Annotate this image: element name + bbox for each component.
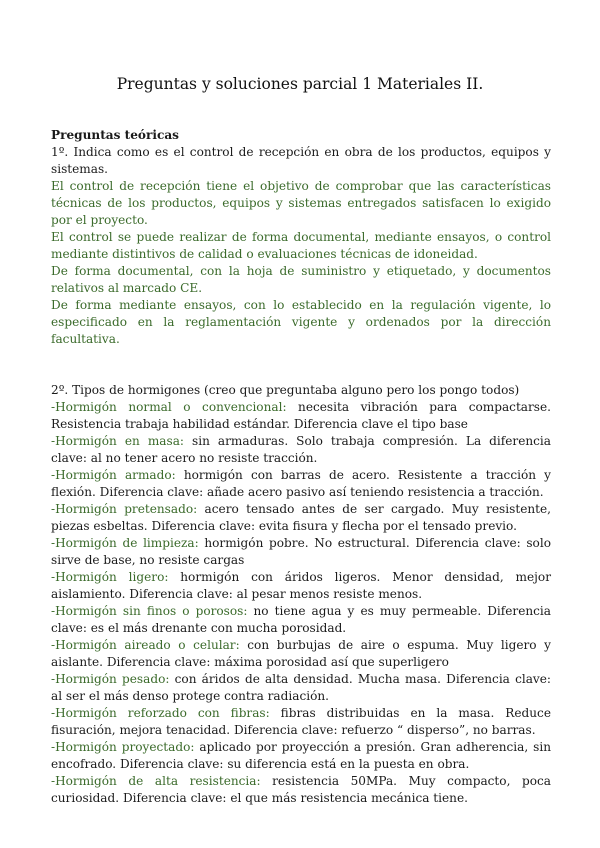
answer-paragraph: De forma documental, con la hoja de suministro y etiquetado, y documentos relativos al marcado CE. (51, 264, 551, 295)
concrete-type-item (51, 773, 551, 807)
concrete-type-name: -Hormigón reforzado con fibras: (51, 706, 270, 720)
concrete-type-name: -Hormigón sin finos o porosos: (51, 604, 248, 618)
concrete-type-name: -Hormigón de limpieza: (51, 536, 199, 550)
concrete-type-name: -Hormigón pesado: (51, 672, 170, 686)
concrete-type-item (51, 433, 551, 467)
concrete-type-description: sin armaduras. Solo trabaja compresión. La diferencia clave: al no tener acero no resiste tracción. (51, 434, 552, 465)
concrete-type-description: necesita vibración para compactarse. Resistencia trabaja habilidad estándar. Diferencia clave el tipo base (51, 400, 551, 431)
concrete-type-item (51, 705, 551, 739)
concrete-type-description: aplicado por proyección a presión. Gran adherencia, sin encofrado. Diferencia clave: su diferencia está en la puesta en obra. (51, 740, 551, 771)
concrete-type-name: -Hormigón proyectado: (51, 740, 195, 754)
concrete-type-name: -Hormigón de alta resistencia: (51, 774, 261, 788)
concrete-type-description: fibras distribuidas en la masa. Reduce fisuración, mejora tenacidad. Diferencia clave: refuerzo “ disperso”, no barras. (51, 706, 551, 737)
concrete-type-description: resistencia 50MPa. Muy compacto, poca curiosidad. Diferencia clave: el que más resistencia mecánica tiene. (51, 774, 552, 805)
document-body (51, 127, 551, 807)
concrete-type-description: con áridos de alta densidad. Mucha masa. Diferencia clave: al ser el más denso protege contra radiación. (51, 672, 551, 703)
page-title: Preguntas y soluciones parcial 1 Materiales II. (116, 75, 484, 93)
concrete-type-item (51, 535, 551, 569)
concrete-type-description: hormigón con barras de acero. Resistente a tracción y flexión. Diferencia clave: añade acero pasivo así teniendo resistencia a tracción. (51, 468, 551, 499)
section-heading: Preguntas teóricas (51, 128, 179, 142)
concrete-type-name: -Hormigón aireado o celular: (51, 638, 240, 652)
question-2: 2º. Tipos de hormigones (creo que preguntaba alguno pero los pongo todos) (51, 383, 520, 397)
spacer (51, 348, 551, 382)
concrete-type-item (51, 671, 551, 705)
concrete-type-description: con burbujas de aire o espuma. Muy ligero y aislante. Diferencia clave: máxima porosidad así que superligero (51, 638, 551, 669)
concrete-type-name: -Hormigón ligero: (51, 570, 169, 584)
concrete-type-name: -Hormigón armado: (51, 468, 176, 482)
concrete-type-item (51, 603, 551, 637)
concrete-type-item (51, 637, 551, 671)
answer-paragraph: De forma mediante ensayos, con lo establecido en la regulación vigente, lo especificado en la reglamentación vigente y ordenados por la dirección facultativa. (51, 298, 551, 346)
concrete-type-item (51, 501, 551, 535)
concrete-type-description: hormigón con áridos ligeros. Menor densidad, mejor aislamiento. Diferencia clave: al pesar menos resiste menos. (51, 570, 551, 601)
concrete-type-item (51, 739, 551, 773)
answer-paragraph: El control se puede realizar de forma documental, mediante ensayos, o control mediante distintivos de calidad o evaluaciones técnicas de idoneidad. (51, 230, 551, 261)
answer-paragraph: El control de recepción tiene el objetivo de comprobar que las características técnicas de los productos, equipos y sistemas entregados satisfacen lo exigido por el proyecto. (51, 179, 551, 227)
concrete-type-name: -Hormigón en masa: (51, 434, 185, 448)
concrete-type-description: hormigón pobre. No estructural. Diferencia clave: solo sirve de base, no resiste cargas (51, 536, 551, 567)
concrete-type-description: no tiene agua y es muy permeable. Diferencia clave: es el más drenante con mucha porosidad. (51, 604, 552, 635)
question-1: 1º. Indica como es el control de recepción en obra de los productos, equipos y sistemas. (51, 145, 551, 176)
concrete-type-item (51, 569, 551, 603)
concrete-type-name: -Hormigón normal o convencional: (51, 400, 287, 414)
concrete-type-item (51, 399, 551, 433)
concrete-type-description: acero tensado antes de ser cargado. Muy resistente, piezas esbeltas. Diferencia clave: evita fisura y flecha por el tensado previo. (51, 502, 552, 533)
concrete-type-name: -Hormigón pretensado: (51, 502, 198, 516)
concrete-type-item (51, 467, 551, 501)
